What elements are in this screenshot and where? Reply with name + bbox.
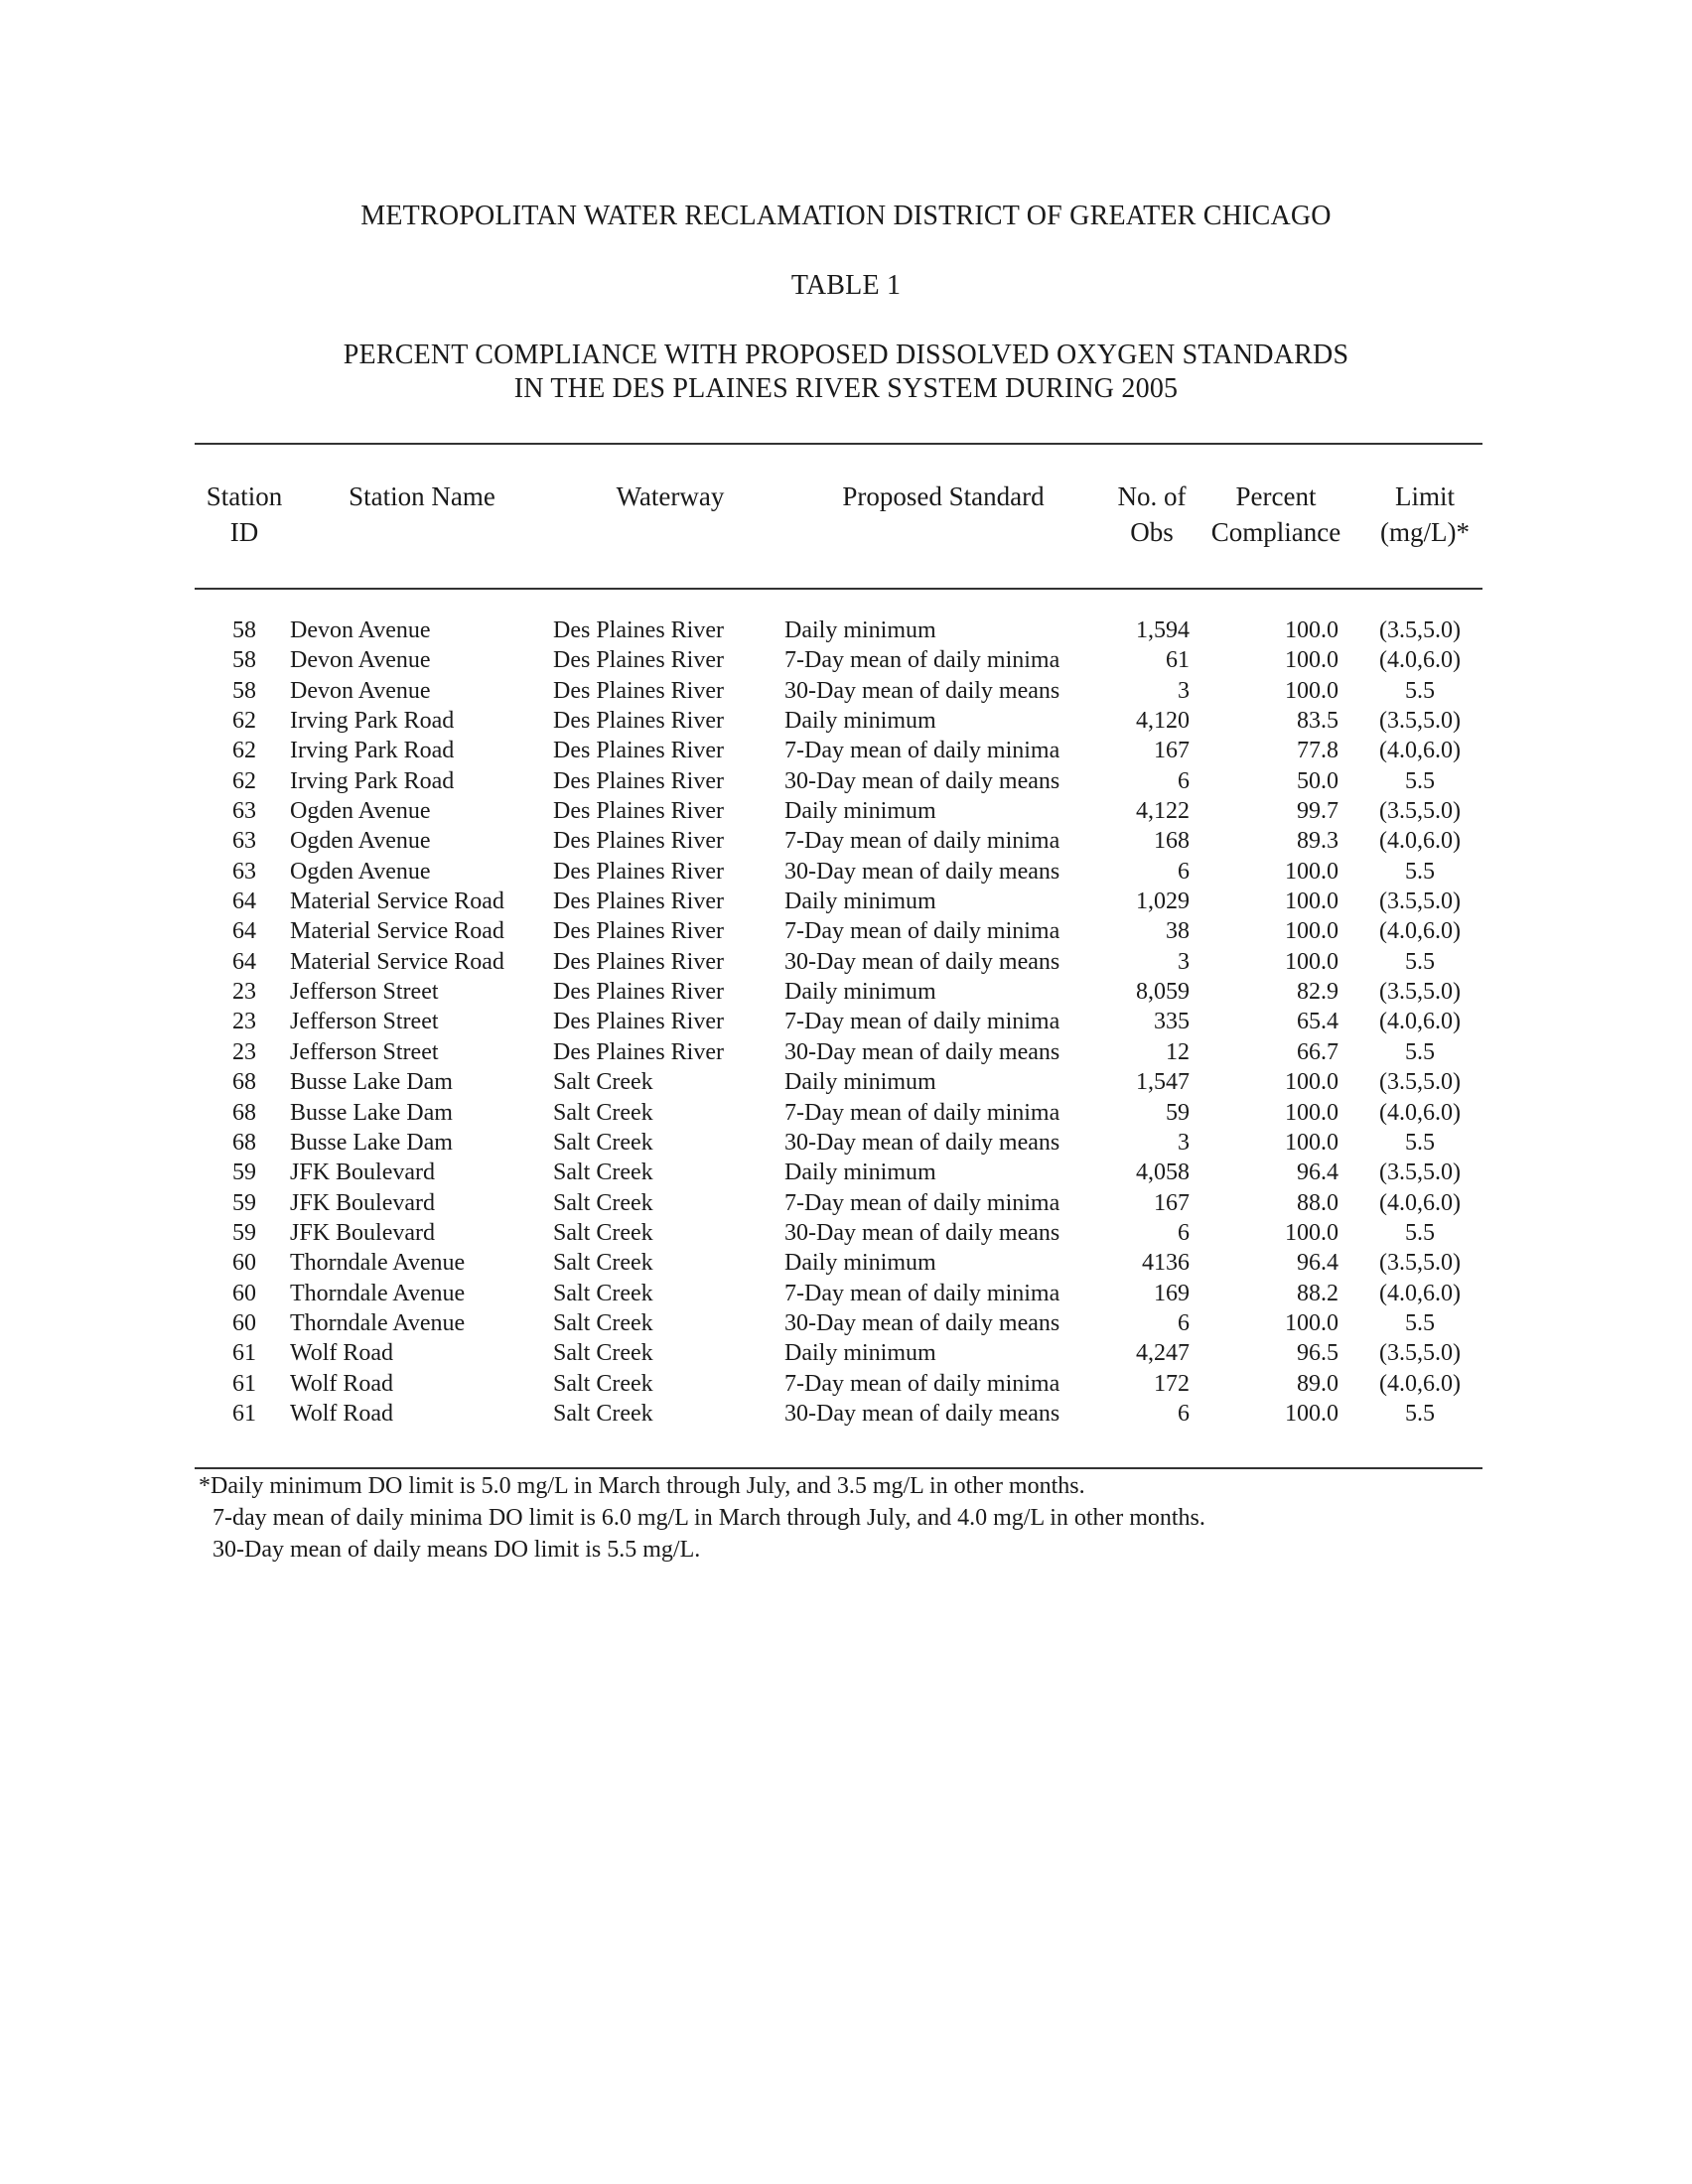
cell-percent-compliance: 100.0 xyxy=(1285,858,1339,885)
cell-no-of-obs: 172 xyxy=(1154,1370,1190,1397)
cell-percent-compliance: 83.5 xyxy=(1297,708,1339,735)
cell-station-id: 61 xyxy=(232,1370,256,1397)
cell-limit: (4.0,6.0) xyxy=(1379,1280,1461,1306)
cell-limit: (3.5,5.0) xyxy=(1379,708,1461,735)
cell-no-of-obs: 12 xyxy=(1166,1038,1190,1065)
table-row xyxy=(0,676,1692,706)
cell-station-id: 63 xyxy=(232,858,256,885)
cell-waterway: Des Plaines River xyxy=(553,708,724,735)
cell-station-name: JFK Boulevard xyxy=(290,1160,435,1186)
table-row xyxy=(0,766,1692,796)
cell-no-of-obs: 6 xyxy=(1178,1400,1190,1427)
cell-proposed-standard: 7-Day mean of daily minima xyxy=(784,1370,1060,1397)
table-row xyxy=(0,977,1692,1007)
cell-station-name: JFK Boulevard xyxy=(290,1219,435,1246)
header-no-of-obs xyxy=(1097,478,1206,550)
cell-station-id: 62 xyxy=(232,738,256,764)
table-row xyxy=(0,645,1692,675)
cell-station-id: 62 xyxy=(232,767,256,794)
cell-no-of-obs: 38 xyxy=(1166,918,1190,945)
cell-waterway: Salt Creek xyxy=(553,1370,653,1397)
cell-proposed-standard: 7-Day mean of daily minima xyxy=(784,1099,1060,1126)
table-row xyxy=(0,1279,1692,1308)
cell-waterway: Des Plaines River xyxy=(553,767,724,794)
cell-percent-compliance: 100.0 xyxy=(1285,617,1339,643)
cell-waterway: Salt Creek xyxy=(553,1400,653,1427)
cell-station-id: 68 xyxy=(232,1069,256,1096)
cell-station-name: Wolf Road xyxy=(290,1340,394,1367)
cell-station-id: 63 xyxy=(232,798,256,825)
cell-station-name: Busse Lake Dam xyxy=(290,1069,453,1096)
header-percent-compliance xyxy=(1201,478,1350,550)
table-row xyxy=(0,736,1692,765)
cell-station-id: 59 xyxy=(232,1189,256,1216)
cell-limit: (3.5,5.0) xyxy=(1379,798,1461,825)
cell-limit: 5.5 xyxy=(1405,1038,1435,1065)
cell-no-of-obs: 3 xyxy=(1178,677,1190,704)
cell-waterway: Des Plaines River xyxy=(553,828,724,855)
cell-waterway: Des Plaines River xyxy=(553,948,724,975)
cell-percent-compliance: 89.3 xyxy=(1297,828,1339,855)
cell-station-name: Busse Lake Dam xyxy=(290,1099,453,1126)
cell-station-id: 60 xyxy=(232,1309,256,1336)
header-rule xyxy=(195,588,1482,590)
table-row xyxy=(0,916,1692,946)
cell-station-id: 23 xyxy=(232,1009,256,1035)
table-number: TABLE 1 xyxy=(790,270,902,301)
cell-percent-compliance: 100.0 xyxy=(1285,888,1339,915)
cell-proposed-standard: 7-Day mean of daily minima xyxy=(784,1009,1060,1035)
table-row xyxy=(0,615,1692,645)
table-title-line-2: IN THE DES PLAINES RIVER SYSTEM DURING 2005 xyxy=(513,373,1179,404)
cell-limit: (4.0,6.0) xyxy=(1379,1370,1461,1397)
cell-station-name: Jefferson Street xyxy=(290,1038,439,1065)
cell-waterway: Des Plaines River xyxy=(553,1009,724,1035)
cell-station-id: 60 xyxy=(232,1280,256,1306)
cell-no-of-obs: 8,059 xyxy=(1136,979,1190,1006)
cell-limit: (4.0,6.0) xyxy=(1379,828,1461,855)
table-row xyxy=(0,706,1692,736)
table-row xyxy=(0,1338,1692,1368)
cell-waterway: Salt Creek xyxy=(553,1069,653,1096)
cell-waterway: Des Plaines River xyxy=(553,918,724,945)
cell-no-of-obs: 168 xyxy=(1154,828,1190,855)
cell-proposed-standard: 7-Day mean of daily minima xyxy=(784,647,1060,674)
cell-station-name: Material Service Road xyxy=(290,948,504,975)
cell-station-name: Material Service Road xyxy=(290,918,504,945)
cell-no-of-obs: 4,120 xyxy=(1136,708,1190,735)
table-row xyxy=(0,887,1692,916)
cell-proposed-standard: 7-Day mean of daily minima xyxy=(784,1280,1060,1306)
cell-limit: (4.0,6.0) xyxy=(1379,918,1461,945)
cell-station-name: Irving Park Road xyxy=(290,767,455,794)
cell-no-of-obs: 4136 xyxy=(1142,1250,1190,1277)
cell-station-name: Jefferson Street xyxy=(290,979,439,1006)
cell-station-id: 58 xyxy=(232,647,256,674)
cell-limit: 5.5 xyxy=(1405,677,1435,704)
cell-station-id: 61 xyxy=(232,1340,256,1367)
cell-no-of-obs: 6 xyxy=(1178,1219,1190,1246)
cell-waterway: Des Plaines River xyxy=(553,647,724,674)
cell-limit: (4.0,6.0) xyxy=(1379,1009,1461,1035)
cell-limit: 5.5 xyxy=(1405,1309,1435,1336)
cell-no-of-obs: 335 xyxy=(1154,1009,1190,1035)
cell-limit: 5.5 xyxy=(1405,1129,1435,1156)
cell-station-name: Thorndale Avenue xyxy=(290,1309,466,1336)
cell-station-name: Wolf Road xyxy=(290,1370,394,1397)
cell-station-name: Devon Avenue xyxy=(290,647,431,674)
cell-proposed-standard: 30-Day mean of daily means xyxy=(784,677,1060,704)
cell-percent-compliance: 100.0 xyxy=(1285,647,1339,674)
cell-proposed-standard: Daily minimum xyxy=(784,617,936,643)
table-row xyxy=(0,1098,1692,1128)
header-limit-line-1: Limit xyxy=(1395,481,1455,511)
top-rule xyxy=(195,443,1482,445)
cell-proposed-standard: 30-Day mean of daily means xyxy=(784,1219,1060,1246)
cell-limit: (3.5,5.0) xyxy=(1379,1250,1461,1277)
cell-limit: (3.5,5.0) xyxy=(1379,1160,1461,1186)
cell-waterway: Salt Creek xyxy=(553,1129,653,1156)
cell-percent-compliance: 100.0 xyxy=(1285,1400,1339,1427)
cell-limit: (3.5,5.0) xyxy=(1379,888,1461,915)
cell-proposed-standard: 7-Day mean of daily minima xyxy=(784,738,1060,764)
cell-percent-compliance: 96.4 xyxy=(1297,1160,1339,1186)
cell-proposed-standard: 30-Day mean of daily means xyxy=(784,1309,1060,1336)
cell-proposed-standard: 7-Day mean of daily minima xyxy=(784,918,1060,945)
cell-percent-compliance: 82.9 xyxy=(1297,979,1339,1006)
table-row xyxy=(0,1399,1692,1429)
cell-station-id: 23 xyxy=(232,1038,256,1065)
cell-waterway: Des Plaines River xyxy=(553,1038,724,1065)
cell-proposed-standard: Daily minimum xyxy=(784,1250,936,1277)
footnote-daily-minimum: *Daily minimum DO limit is 5.0 mg/L in March through July, and 3.5 mg/L in other months. xyxy=(199,1473,1085,1499)
cell-no-of-obs: 1,594 xyxy=(1136,617,1190,643)
cell-station-name: Material Service Road xyxy=(290,888,504,915)
cell-station-name: Jefferson Street xyxy=(290,1009,439,1035)
cell-no-of-obs: 3 xyxy=(1178,948,1190,975)
cell-limit: (3.5,5.0) xyxy=(1379,1069,1461,1096)
cell-station-id: 23 xyxy=(232,979,256,1006)
cell-no-of-obs: 61 xyxy=(1166,647,1190,674)
cell-waterway: Des Plaines River xyxy=(553,798,724,825)
cell-station-name: Devon Avenue xyxy=(290,617,431,643)
table-row xyxy=(0,1037,1692,1067)
cell-station-id: 64 xyxy=(232,918,256,945)
cell-waterway: Salt Creek xyxy=(553,1219,653,1246)
cell-percent-compliance: 99.7 xyxy=(1297,798,1339,825)
cell-station-id: 59 xyxy=(232,1160,256,1186)
cell-no-of-obs: 6 xyxy=(1178,767,1190,794)
cell-limit: 5.5 xyxy=(1405,858,1435,885)
cell-proposed-standard: 30-Day mean of daily means xyxy=(784,1400,1060,1427)
cell-station-id: 58 xyxy=(232,617,256,643)
cell-station-name: Thorndale Avenue xyxy=(290,1250,466,1277)
table-row xyxy=(0,1369,1692,1399)
cell-waterway: Salt Creek xyxy=(553,1309,653,1336)
table-row xyxy=(0,1067,1692,1097)
cell-waterway: Des Plaines River xyxy=(553,979,724,1006)
header-limit xyxy=(1360,478,1489,550)
cell-waterway: Salt Creek xyxy=(553,1250,653,1277)
cell-station-id: 63 xyxy=(232,828,256,855)
cell-limit: (3.5,5.0) xyxy=(1379,1340,1461,1367)
cell-no-of-obs: 6 xyxy=(1178,858,1190,885)
cell-waterway: Des Plaines River xyxy=(553,677,724,704)
cell-waterway: Salt Creek xyxy=(553,1280,653,1306)
cell-proposed-standard: 30-Day mean of daily means xyxy=(784,948,1060,975)
table-row xyxy=(0,857,1692,887)
cell-station-name: Devon Avenue xyxy=(290,677,431,704)
cell-percent-compliance: 89.0 xyxy=(1297,1370,1339,1397)
cell-station-id: 59 xyxy=(232,1219,256,1246)
cell-percent-compliance: 100.0 xyxy=(1285,1219,1339,1246)
cell-proposed-standard: 30-Day mean of daily means xyxy=(784,1038,1060,1065)
cell-percent-compliance: 96.5 xyxy=(1297,1340,1339,1367)
cell-limit: (4.0,6.0) xyxy=(1379,1189,1461,1216)
cell-station-id: 68 xyxy=(232,1129,256,1156)
cell-station-name: Thorndale Avenue xyxy=(290,1280,466,1306)
header-pct-line-2: Compliance xyxy=(1210,517,1341,547)
cell-station-id: 68 xyxy=(232,1099,256,1126)
table-row xyxy=(0,1308,1692,1338)
cell-waterway: Salt Creek xyxy=(553,1099,653,1126)
cell-percent-compliance: 66.7 xyxy=(1297,1038,1339,1065)
cell-proposed-standard: 30-Day mean of daily means xyxy=(784,767,1060,794)
cell-waterway: Des Plaines River xyxy=(553,738,724,764)
cell-limit: (3.5,5.0) xyxy=(1379,617,1461,643)
cell-limit: 5.5 xyxy=(1405,948,1435,975)
header-waterway: Waterway xyxy=(616,481,725,511)
cell-limit: 5.5 xyxy=(1405,1400,1435,1427)
cell-waterway: Salt Creek xyxy=(553,1189,653,1216)
table-row xyxy=(0,1128,1692,1158)
table-row xyxy=(0,1188,1692,1218)
cell-station-name: Ogden Avenue xyxy=(290,858,431,885)
header-obs-line-1: No. of xyxy=(1117,481,1187,511)
cell-no-of-obs: 6 xyxy=(1178,1309,1190,1336)
cell-station-id: 64 xyxy=(232,948,256,975)
organization-title: METROPOLITAN WATER RECLAMATION DISTRICT OF GREATER CHICAGO xyxy=(360,201,1332,231)
cell-no-of-obs: 4,122 xyxy=(1136,798,1190,825)
cell-percent-compliance: 77.8 xyxy=(1297,738,1339,764)
cell-proposed-standard: 30-Day mean of daily means xyxy=(784,858,1060,885)
cell-percent-compliance: 50.0 xyxy=(1297,767,1339,794)
cell-no-of-obs: 4,247 xyxy=(1136,1340,1190,1367)
header-limit-line-2: (mg/L)* xyxy=(1380,517,1470,547)
cell-proposed-standard: 7-Day mean of daily minima xyxy=(784,828,1060,855)
cell-proposed-standard: 30-Day mean of daily means xyxy=(784,1129,1060,1156)
cell-percent-compliance: 88.2 xyxy=(1297,1280,1339,1306)
cell-percent-compliance: 65.4 xyxy=(1297,1009,1339,1035)
header-obs-line-2: Obs xyxy=(1130,517,1174,547)
cell-proposed-standard: Daily minimum xyxy=(784,1340,936,1367)
table-row xyxy=(0,1158,1692,1187)
footnote-30-day: 30-Day mean of daily means DO limit is 5.5 mg/L. xyxy=(212,1537,701,1563)
cell-station-name: Wolf Road xyxy=(290,1400,394,1427)
table-title-line-1: PERCENT COMPLIANCE WITH PROPOSED DISSOLVED OXYGEN STANDARDS xyxy=(343,340,1349,370)
bottom-rule xyxy=(195,1467,1482,1469)
header-station-name: Station Name xyxy=(349,481,495,511)
cell-percent-compliance: 96.4 xyxy=(1297,1250,1339,1277)
cell-percent-compliance: 88.0 xyxy=(1297,1189,1339,1216)
cell-proposed-standard: Daily minimum xyxy=(784,708,936,735)
header-pct-line-1: Percent xyxy=(1235,481,1317,511)
cell-percent-compliance: 100.0 xyxy=(1285,918,1339,945)
table-row xyxy=(0,796,1692,826)
cell-station-id: 64 xyxy=(232,888,256,915)
cell-station-name: Ogden Avenue xyxy=(290,798,431,825)
cell-percent-compliance: 100.0 xyxy=(1285,1309,1339,1336)
cell-station-id: 62 xyxy=(232,708,256,735)
cell-proposed-standard: Daily minimum xyxy=(784,888,936,915)
cell-station-name: Busse Lake Dam xyxy=(290,1129,453,1156)
cell-limit: 5.5 xyxy=(1405,767,1435,794)
footnote-7-day: 7-day mean of daily minima DO limit is 6.0 mg/L in March through July, and 4.0 mg/L in other months. xyxy=(212,1505,1205,1531)
header-proposed-standard: Proposed Standard xyxy=(842,481,1045,511)
cell-waterway: Des Plaines River xyxy=(553,888,724,915)
cell-no-of-obs: 167 xyxy=(1154,738,1190,764)
cell-proposed-standard: Daily minimum xyxy=(784,1160,936,1186)
cell-percent-compliance: 100.0 xyxy=(1285,1069,1339,1096)
cell-station-name: Ogden Avenue xyxy=(290,828,431,855)
header-station-id-line-2: ID xyxy=(229,517,259,547)
cell-percent-compliance: 100.0 xyxy=(1285,1099,1339,1126)
cell-waterway: Salt Creek xyxy=(553,1160,653,1186)
table-row xyxy=(0,826,1692,856)
cell-limit: (4.0,6.0) xyxy=(1379,647,1461,674)
cell-no-of-obs: 1,029 xyxy=(1136,888,1190,915)
cell-station-name: Irving Park Road xyxy=(290,708,455,735)
cell-no-of-obs: 1,547 xyxy=(1136,1069,1190,1096)
cell-percent-compliance: 100.0 xyxy=(1285,677,1339,704)
cell-no-of-obs: 4,058 xyxy=(1136,1160,1190,1186)
cell-station-name: JFK Boulevard xyxy=(290,1189,435,1216)
cell-percent-compliance: 100.0 xyxy=(1285,1129,1339,1156)
cell-no-of-obs: 59 xyxy=(1166,1099,1190,1126)
cell-limit: 5.5 xyxy=(1405,1219,1435,1246)
cell-no-of-obs: 3 xyxy=(1178,1129,1190,1156)
cell-station-name: Irving Park Road xyxy=(290,738,455,764)
table-body xyxy=(0,615,1692,1429)
cell-station-id: 61 xyxy=(232,1400,256,1427)
cell-waterway: Des Plaines River xyxy=(553,617,724,643)
cell-proposed-standard: 7-Day mean of daily minima xyxy=(784,1189,1060,1216)
cell-station-id: 60 xyxy=(232,1250,256,1277)
table-row xyxy=(0,1218,1692,1248)
cell-proposed-standard: Daily minimum xyxy=(784,979,936,1006)
cell-waterway: Des Plaines River xyxy=(553,858,724,885)
table-row xyxy=(0,1248,1692,1278)
cell-waterway: Salt Creek xyxy=(553,1340,653,1367)
cell-limit: (4.0,6.0) xyxy=(1379,1099,1461,1126)
cell-limit: (3.5,5.0) xyxy=(1379,979,1461,1006)
cell-proposed-standard: Daily minimum xyxy=(784,1069,936,1096)
header-station-id-line-1: Station xyxy=(206,481,283,511)
cell-station-id: 58 xyxy=(232,677,256,704)
table-row xyxy=(0,1007,1692,1036)
cell-percent-compliance: 100.0 xyxy=(1285,948,1339,975)
cell-limit: (4.0,6.0) xyxy=(1379,738,1461,764)
table-row xyxy=(0,947,1692,977)
cell-no-of-obs: 167 xyxy=(1154,1189,1190,1216)
cell-no-of-obs: 169 xyxy=(1154,1280,1190,1306)
header-station-id xyxy=(195,478,294,550)
cell-proposed-standard: Daily minimum xyxy=(784,798,936,825)
